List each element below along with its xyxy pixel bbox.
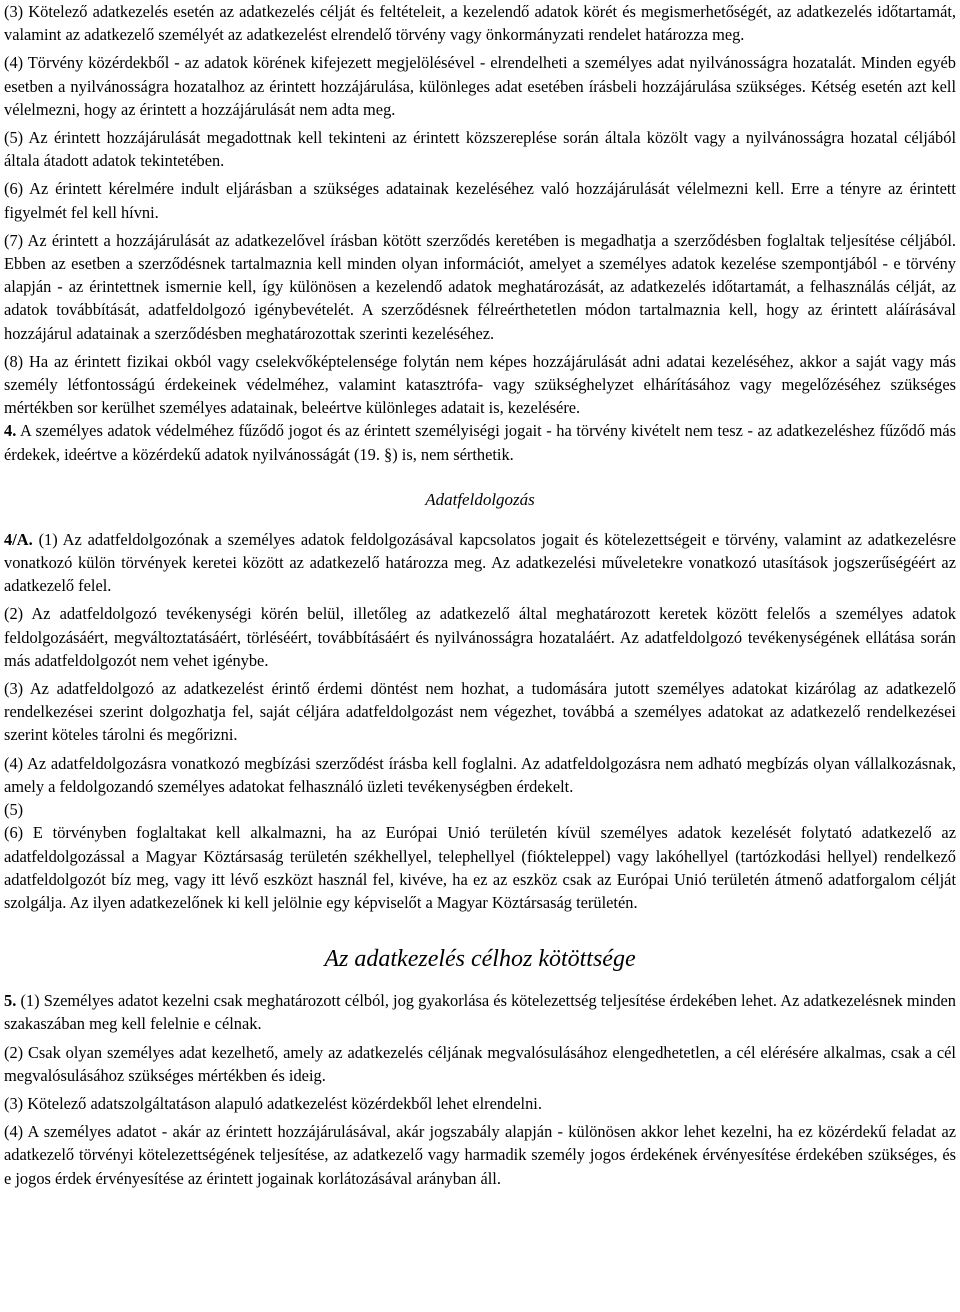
section-5-number: 5.: [4, 991, 17, 1011]
paragraph-7: (7) Az érintett a hozzájárulását az adatkezelővel írásban kötött szerződés keretében is megadhatja a szerződésben foglaltak teljesítése céljából. Ebben az esetben a szerződésnek tartalmaznia kell minden olyan információt, amelyet a személyes adatok kezelése szempontjából - e törvény alapján - az érintettnek ismernie kell, így különösen a kezelendő adatok meghatározását, az adatkezelés időtartamát, a felhasználás célját, az adatok továbbítását, adatfeldolgozó igénybevételét. A szerződésnek félreérthetetlen módon tartalmaznia kell, hogy az érintett aláírásával hozzájárul adatainak a szerződésben meghatározottak szerinti kezeléséhez.: [4, 230, 956, 343]
section-4a-paragraph-3: (3) Az adatfeldolgozó az adatkezelést érintő érdemi döntést nem hozhat, a tudomására jutott személyes adatokat kizárólag az adatkezelő rendelkezései szerint dolgozhatja fel, saját céljára adatfeldolgozást nem végezhet, továbbá a személyes adatokat az adatkezelő rendelkezései szerint köteles tárolni és megőrizni.: [4, 679, 956, 745]
section-5-paragraph-1: [4, 989, 956, 1035]
section-4: [4, 419, 956, 465]
paragraph-5: (5) Az érintett hozzájárulását megadottnak kell tekinteni az érintett közszereplése során általa közölt vagy a nyilvánosságra hozatal céljából általa átadott adatok tekintetében.: [4, 128, 956, 171]
section-5-paragraph-3: (3) Kötelező adatszolgáltatáson alapuló adatkezelést közérdekből lehet elrendelni.: [4, 1093, 542, 1113]
section-5-paragraph-4: (4) A személyes adatot - akár az érintett hozzájárulásával, akár jogszabály alapján - különösen akkor lehet kezelni, ha ez közérdekű feladat az adatkezelő törvényi kötelezettségének teljesítése, az adatkezelő vagy harmadik személy jogos érdekének érvényesítése érdekében szükséges, és e jogos érdek érvényesítése az érintett jogainak korlátozásával arányban áll.: [4, 1122, 956, 1188]
section-4a-paragraph-6: (6) E törvényben foglaltakat kell alkalmazni, ha az Európai Unió területén kívül személyes adatok kezelését folytató adatkezelő az adatfeldolgozással a Magyar Köztársaság területén székhellyel, telephellyel (fióktelеppel) vagy lakóhellyel (tartózkodási hellyel) rendelkező adatfeldolgozót bíz meg, vagy itt lévő eszközt használ fel, kivéve, ha ez az eszköz csak az Európai Unió területén átmenő adatforgalom célját szolgálja. Az ilyen adatkezelőnek ki kell jelölnie egy képviselőt a Magyar Köztársaság területén.: [4, 823, 956, 912]
subheading-adatfeldolgozas: Adatfeldolgozás: [425, 489, 535, 509]
section-4a-number: 4/A.: [4, 529, 33, 549]
paragraph-3: (3) Kötelező adatkezelés esetén az adatkezelés célját és feltételeit, a kezelendő adatok körét és megismerhetőségét, az adatkezelés időtartamát, valamint az adatkezelő személyét az adatkezelést elrendelő törvény vagy önkormányzati rendelet határozza meg.: [4, 2, 956, 45]
paragraph-8: (8) Ha az érintett fizikai okból vagy cselekvőképtelensége folytán nem képes hozzájárulását adni adatai kezeléséhez, akkor a saját vagy más személy létfontosságú érdekeinek védelméhez, valamint katasztrófa- vagy szükséghelyzet elhárításához vagy megelőzéséhez szükséges mértékben sor kerülhet személyes adatainak, beleértve különleges adatait is, kezelésére.: [4, 351, 956, 418]
section-5-paragraph-2: (2) Csak olyan személyes adat kezelhető, amely az adatkezelés céljának megvalósulásához elengedhetetlen, a cél elérésére alkalmas, csak a cél megvalósulásához szükséges mértékben és ideig.: [4, 1042, 956, 1085]
section-4a-text: (1) Az adatfeldolgozónak a személyes adatok feldolgozásával kapcsolatos jogait és kötelezettségeit e törvény, valamint az adatkezelésre vonatkozó külön törvények keretei között az adatkezelő határozza meg. Az adatkezelési műveletekre vonatkozó utasítások jogszerűségéért az adatkezelő felel.: [4, 529, 956, 596]
paragraph-6: (6) Az érintett kérelmére indult eljárásban a szükséges adatainak kezeléséhez való hozzájárulását vélelmezni kell. Erre a tényre az érintett figyelmét fel kell hívni.: [4, 179, 956, 222]
heading-celhoz-kototseg: Az adatkezelés célhoz kötöttsége: [324, 946, 636, 973]
section-4a-paragraph-2: (2) Az adatfeldolgozó tevékenységi körén belül, illetőleg az adatkezelő által meghatározott keretek között felelős a személyes adatok feldolgozásáért, megváltoztatásáért, törléséért, továbbításáért és nyilvánosságra hozataláért. Az adatfeldolgozó tevékenységének ellátása során más adatfeldolgozót nem vehet igénybe.: [4, 604, 956, 670]
section-4a-paragraph-5: (5): [4, 800, 24, 820]
section-4-number: 4.: [4, 421, 17, 441]
section-4a-paragraph-4: (4) Az adatfeldolgozásra vonatkozó megbízási szerződést írásba kell foglalni. Az adatfeldolgozásra nem adható megbízás olyan vállalkozásnak, amely a feldolgozandó személyes adatokat felhasználó üzleti tevékenységben érdekelt.: [4, 753, 956, 796]
section-4-text: A személyes adatok védelméhez fűződő jogot és az érintett személyiségi jogait - ha törvény kivételt nem tesz - az adatkezeléshez fűződő más érdekek, ideértve a közérdekű adatok nyilvánosságát (19. §) is, nem sérthetik.: [4, 421, 956, 464]
section-5-text: (1) Személyes adatot kezelni csak meghatározott célból, jog gyakorlása és kötelezettség teljesítése érdekében lehet. Az adatkezelésnek minden szakaszában meg kell felelnie e célnak.: [4, 991, 956, 1034]
paragraph-4: (4) Törvény közérdekből - az adatok körének kifejezett megjelölésével - elrendelheti a személyes adat nyilvánosságra hozatalát. Minden egyéb esetben a nyilvánosságra hozatalhoz az érintett hozzájárulása, különleges adat esetében írásbeli hozzájárulása szükséges. Kétség esetén azt kell vélelmezni, hogy az érintett a hozzájárulását nem adta meg.: [4, 53, 956, 119]
section-4a-paragraph-1: [4, 528, 956, 598]
